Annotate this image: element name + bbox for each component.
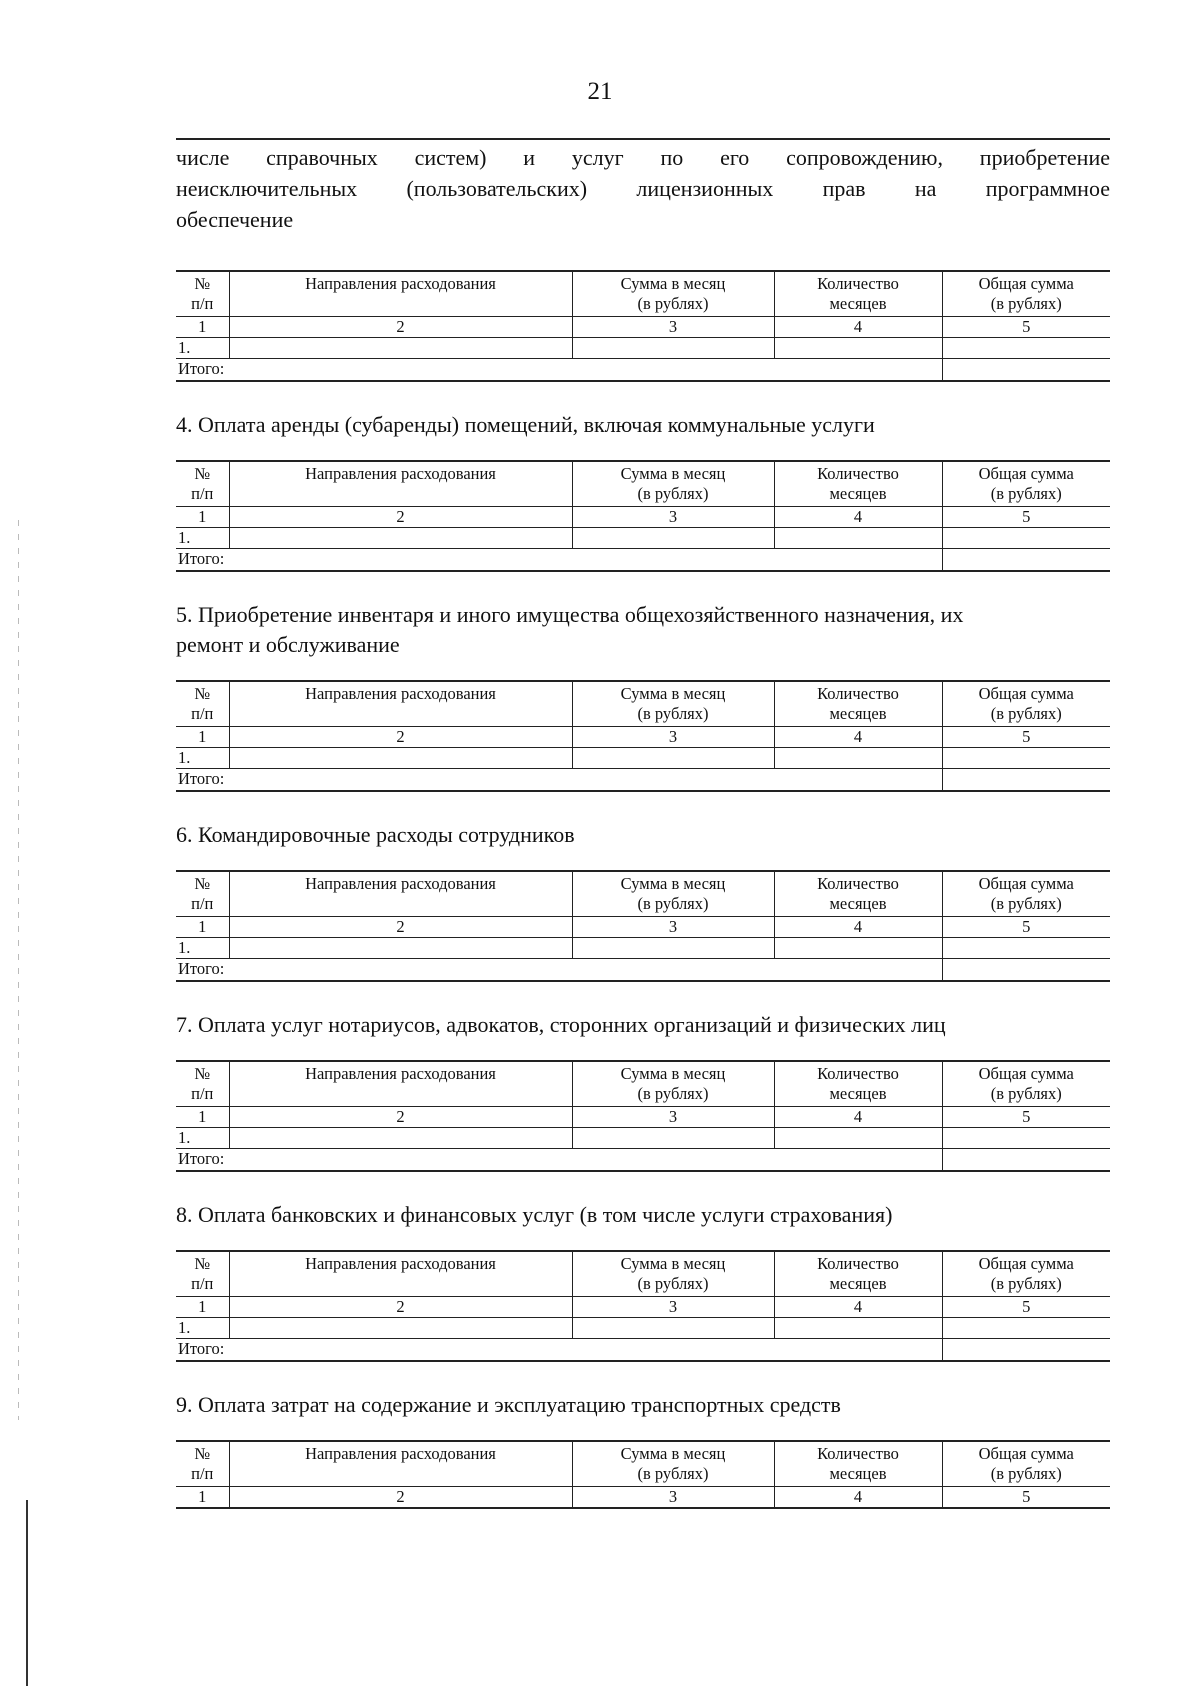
- row-cell[interactable]: [942, 748, 1110, 769]
- column-number: 1: [176, 1487, 229, 1509]
- column-number: 3: [572, 1107, 774, 1128]
- intro-line: обеспечение: [176, 207, 294, 232]
- column-number: 1: [176, 317, 229, 338]
- row-cell[interactable]: [572, 528, 774, 549]
- row-cell[interactable]: [229, 1128, 572, 1149]
- header-monthly-sum: Сумма в месяц (в рублях): [572, 1251, 774, 1297]
- section-4: [176, 410, 1110, 440]
- total-cell[interactable]: [942, 1339, 1110, 1362]
- column-number: 5: [942, 917, 1110, 938]
- column-number: 5: [942, 727, 1110, 748]
- column-number: 1: [176, 1297, 229, 1318]
- total-cell[interactable]: [942, 1149, 1110, 1172]
- total-row: [176, 1149, 1110, 1172]
- table-row: [176, 938, 1110, 959]
- header-monthly-sum: Сумма в месяц (в рублях): [572, 871, 774, 917]
- intro-line: неисключительных (пользовательских) лицензионных прав на программное: [176, 176, 1110, 201]
- header-monthly-sum: Сумма в месяц (в рублях): [572, 1061, 774, 1107]
- row-number: 1.: [176, 748, 229, 769]
- column-number: 4: [774, 917, 942, 938]
- column-number: 2: [229, 917, 572, 938]
- column-number: 3: [572, 507, 774, 528]
- total-row: [176, 549, 1110, 572]
- column-number: 3: [572, 1487, 774, 1509]
- row-cell[interactable]: [229, 748, 572, 769]
- header-months: Количество месяцев: [774, 1061, 942, 1107]
- table-header-row: [176, 1441, 1110, 1487]
- row-cell[interactable]: [774, 748, 942, 769]
- table-row: [176, 748, 1110, 769]
- expense-table: [176, 270, 1110, 382]
- header-months: Количество месяцев: [774, 461, 942, 507]
- column-number: 2: [229, 1487, 572, 1509]
- section-title: 7. Оплата услуг нотариусов, адвокатов, сторонних организаций и физических лиц: [176, 1012, 946, 1037]
- table-row: [176, 528, 1110, 549]
- header-months: Количество месяцев: [774, 681, 942, 727]
- header-months: Количество месяцев: [774, 1251, 942, 1297]
- column-number-row: [176, 1487, 1110, 1509]
- header-direction: Направления расходования: [229, 1441, 572, 1487]
- row-cell[interactable]: [774, 938, 942, 959]
- row-number: 1.: [176, 938, 229, 959]
- table-header-row: [176, 1251, 1110, 1297]
- column-number: 4: [774, 1107, 942, 1128]
- header-direction: Направления расходования: [229, 871, 572, 917]
- column-number: 2: [229, 317, 572, 338]
- total-label: Итого:: [176, 359, 942, 382]
- header-total-sum: Общая сумма (в рублях): [942, 681, 1110, 727]
- total-label: Итого:: [176, 959, 942, 982]
- column-number-row: [176, 507, 1110, 528]
- row-cell[interactable]: [942, 1318, 1110, 1339]
- column-number: 1: [176, 507, 229, 528]
- section-title: 9. Оплата затрат на содержание и эксплуатацию транспортных средств: [176, 1392, 841, 1417]
- column-number: 3: [572, 1297, 774, 1318]
- total-row: [176, 359, 1110, 382]
- expense-table: [176, 1250, 1110, 1362]
- section-7: [176, 1010, 1110, 1040]
- total-cell[interactable]: [942, 549, 1110, 572]
- intro-section: [176, 138, 1110, 235]
- row-cell[interactable]: [572, 1128, 774, 1149]
- top-rule: [176, 138, 1110, 140]
- table-header-row: [176, 461, 1110, 507]
- intro-line: числе справочных систем) и услуг по его сопровождению, приобретение: [176, 145, 1110, 170]
- expense-table-8-wrap: [176, 1250, 1110, 1362]
- table-header-row: [176, 271, 1110, 317]
- header-monthly-sum: Сумма в месяц (в рублях): [572, 271, 774, 317]
- row-cell[interactable]: [572, 1318, 774, 1339]
- row-number: 1.: [176, 1128, 229, 1149]
- column-number: 5: [942, 1297, 1110, 1318]
- header-number: № п/п: [176, 271, 229, 317]
- expense-table: [176, 1060, 1110, 1172]
- table-row: [176, 1318, 1110, 1339]
- row-cell[interactable]: [229, 938, 572, 959]
- column-number: 3: [572, 317, 774, 338]
- expense-table: [176, 1440, 1110, 1509]
- row-cell[interactable]: [774, 1128, 942, 1149]
- section-6: [176, 820, 1110, 850]
- column-number: 5: [942, 507, 1110, 528]
- column-number: 2: [229, 1297, 572, 1318]
- header-number: № п/п: [176, 461, 229, 507]
- expense-table-4-wrap: [176, 460, 1110, 572]
- column-number-row: [176, 727, 1110, 748]
- column-number: 4: [774, 317, 942, 338]
- table-header-row: [176, 871, 1110, 917]
- total-cell[interactable]: [942, 359, 1110, 382]
- expense-table: [176, 460, 1110, 572]
- column-number: 2: [229, 727, 572, 748]
- total-row: [176, 959, 1110, 982]
- header-total-sum: Общая сумма (в рублях): [942, 871, 1110, 917]
- column-number: 4: [774, 1487, 942, 1509]
- page-number: 21: [587, 78, 613, 105]
- header-direction: Направления расходования: [229, 271, 572, 317]
- header-direction: Направления расходования: [229, 1251, 572, 1297]
- total-row: [176, 769, 1110, 792]
- header-total-sum: Общая сумма (в рублях): [942, 461, 1110, 507]
- total-row: [176, 1339, 1110, 1362]
- total-label: Итого:: [176, 549, 942, 572]
- section-9: [176, 1390, 1110, 1420]
- header-total-sum: Общая сумма (в рублях): [942, 271, 1110, 317]
- total-label: Итого:: [176, 1149, 942, 1172]
- table-header-row: [176, 1061, 1110, 1107]
- row-cell[interactable]: [942, 528, 1110, 549]
- header-number: № п/п: [176, 1441, 229, 1487]
- column-number: 4: [774, 1297, 942, 1318]
- column-number: 2: [229, 1107, 572, 1128]
- header-number: № п/п: [176, 1251, 229, 1297]
- row-number: 1.: [176, 338, 229, 359]
- expense-table-9-wrap: [176, 1440, 1110, 1509]
- section-8: [176, 1200, 1110, 1230]
- row-cell[interactable]: [572, 748, 774, 769]
- column-number: 2: [229, 507, 572, 528]
- row-cell[interactable]: [774, 1318, 942, 1339]
- expense-table-5-wrap: [176, 680, 1110, 792]
- header-total-sum: Общая сумма (в рублях): [942, 1251, 1110, 1297]
- column-number: 5: [942, 1107, 1110, 1128]
- row-cell[interactable]: [572, 938, 774, 959]
- row-cell[interactable]: [229, 338, 572, 359]
- table-row: [176, 1128, 1110, 1149]
- header-number: № п/п: [176, 1061, 229, 1107]
- expense-table: [176, 870, 1110, 982]
- column-number: 5: [942, 1487, 1110, 1509]
- row-cell[interactable]: [942, 938, 1110, 959]
- header-total-sum: Общая сумма (в рублях): [942, 1061, 1110, 1107]
- total-cell[interactable]: [942, 769, 1110, 792]
- section-5: [176, 600, 1110, 660]
- total-label: Итого:: [176, 769, 942, 792]
- header-months: Количество месяцев: [774, 271, 942, 317]
- column-number: 1: [176, 917, 229, 938]
- column-number: 5: [942, 317, 1110, 338]
- column-number: 3: [572, 917, 774, 938]
- total-label: Итого:: [176, 1339, 942, 1362]
- section-title: 5. Приобретение инвентаря и иного имущества общехозяйственного назначения, их: [176, 602, 964, 627]
- column-number: 3: [572, 727, 774, 748]
- total-cell[interactable]: [942, 959, 1110, 982]
- row-cell[interactable]: [572, 338, 774, 359]
- column-number: 1: [176, 1107, 229, 1128]
- section-title: 6. Командировочные расходы сотрудников: [176, 822, 575, 847]
- column-number-row: [176, 317, 1110, 338]
- header-monthly-sum: Сумма в месяц (в рублях): [572, 1441, 774, 1487]
- column-number: 4: [774, 727, 942, 748]
- row-number: 1.: [176, 1318, 229, 1339]
- column-number-row: [176, 1107, 1110, 1128]
- row-cell[interactable]: [942, 338, 1110, 359]
- expense-table-3-wrap: [176, 270, 1110, 382]
- section-title-continued: ремонт и обслуживание: [176, 632, 400, 657]
- header-direction: Направления расходования: [229, 681, 572, 727]
- scan-edge-line: [26, 1500, 28, 1686]
- row-cell[interactable]: [229, 528, 572, 549]
- column-number: 1: [176, 727, 229, 748]
- scan-artifact: [18, 520, 19, 1420]
- intro-paragraph: [176, 142, 1110, 235]
- column-number-row: [176, 917, 1110, 938]
- header-total-sum: Общая сумма (в рублях): [942, 1441, 1110, 1487]
- header-monthly-sum: Сумма в месяц (в рублях): [572, 461, 774, 507]
- header-monthly-sum: Сумма в месяц (в рублях): [572, 681, 774, 727]
- column-number-row: [176, 1297, 1110, 1318]
- header-number: № п/п: [176, 681, 229, 727]
- section-title: 8. Оплата банковских и финансовых услуг (в том числе услуги страхования): [176, 1202, 893, 1227]
- section-title: 4. Оплата аренды (субаренды) помещений, включая коммунальные услуги: [176, 412, 875, 437]
- row-cell[interactable]: [942, 1128, 1110, 1149]
- row-cell[interactable]: [774, 338, 942, 359]
- header-number: № п/п: [176, 871, 229, 917]
- table-header-row: [176, 681, 1110, 727]
- row-cell[interactable]: [774, 528, 942, 549]
- header-direction: Направления расходования: [229, 461, 572, 507]
- row-cell[interactable]: [229, 1318, 572, 1339]
- expense-table-6-wrap: [176, 870, 1110, 982]
- row-number: 1.: [176, 528, 229, 549]
- column-number: 4: [774, 507, 942, 528]
- expense-table: [176, 680, 1110, 792]
- expense-table-7-wrap: [176, 1060, 1110, 1172]
- header-months: Количество месяцев: [774, 871, 942, 917]
- header-months: Количество месяцев: [774, 1441, 942, 1487]
- table-row: [176, 338, 1110, 359]
- header-direction: Направления расходования: [229, 1061, 572, 1107]
